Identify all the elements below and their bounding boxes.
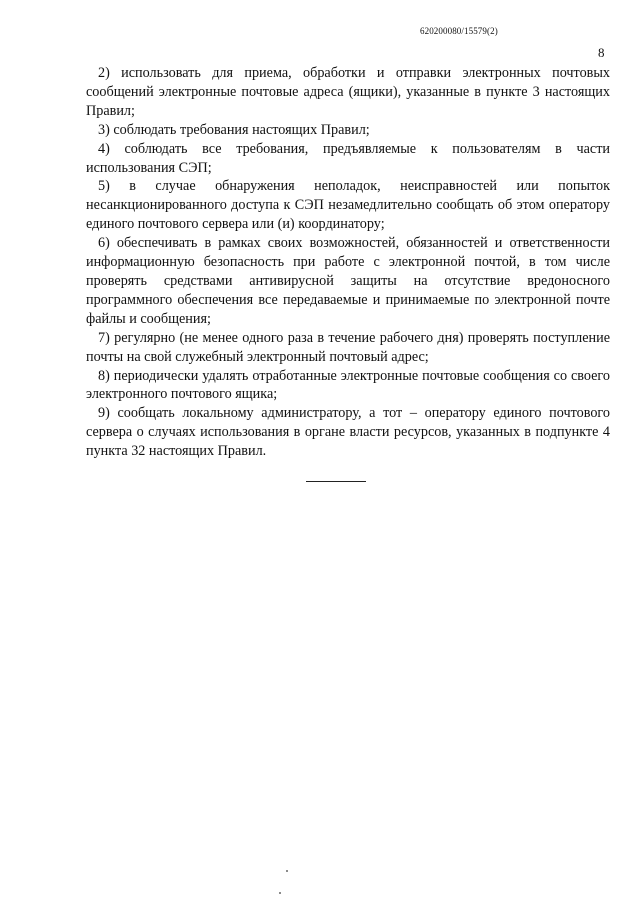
end-of-text-rule [306,481,366,482]
paragraph-item-4: 4) соблюдать все требования, предъявляемые к пользователям в части использования СЭП; [86,140,610,176]
scan-artifact-dot [279,892,281,894]
paragraph-item-3: 3) соблюдать требования настоящих Правил; [98,121,370,138]
scan-artifact-dot [286,870,288,872]
document-id: 620200080/15579(2) [420,26,498,36]
paragraph-item-6: 6) обеспечивать в рамках своих возможностей, обязанностей и ответственности информационную безопасность при работе с электронной почтой, в том числе проверять средствами антивирусной защиты на отсутствие вредоносного программного обеспечения все передаваемые и принимаемые по электронной почте файлы и сообщения; [86,235,610,327]
paragraph-item-5: 5) в случае обнаружения неполадок, неисправностей или попыток несанкционированного доступа к СЭП незамедлительно сообщать об этом оператору единого почтового сервера или (и) координатору; [86,178,610,233]
document-body [86,64,610,461]
paragraph-item-8: 8) периодически удалять отработанные электронные почтовые сообщения со своего электронного почтового ящика; [86,367,610,403]
page-number: 8 [598,45,605,60]
paragraph-item-7: 7) регулярно (не менее одного раза в течение рабочего дня) проверять поступление почты на свой служебный электронный почтовый адрес; [86,329,610,365]
paragraph-item-2: 2) использовать для приема, обработки и отправки электронных почтовых сообщений электронные почтовые адреса (ящики), указанные в пункте 3 настоящих Правил; [86,65,610,119]
paragraph-item-9: 9) сообщать локальному администратору, а тот – оператору единого почтового сервера о случаях использования в органе власти ресурсов, указанных в подпункте 4 пункта 32 настоящих Правил. [86,405,610,460]
